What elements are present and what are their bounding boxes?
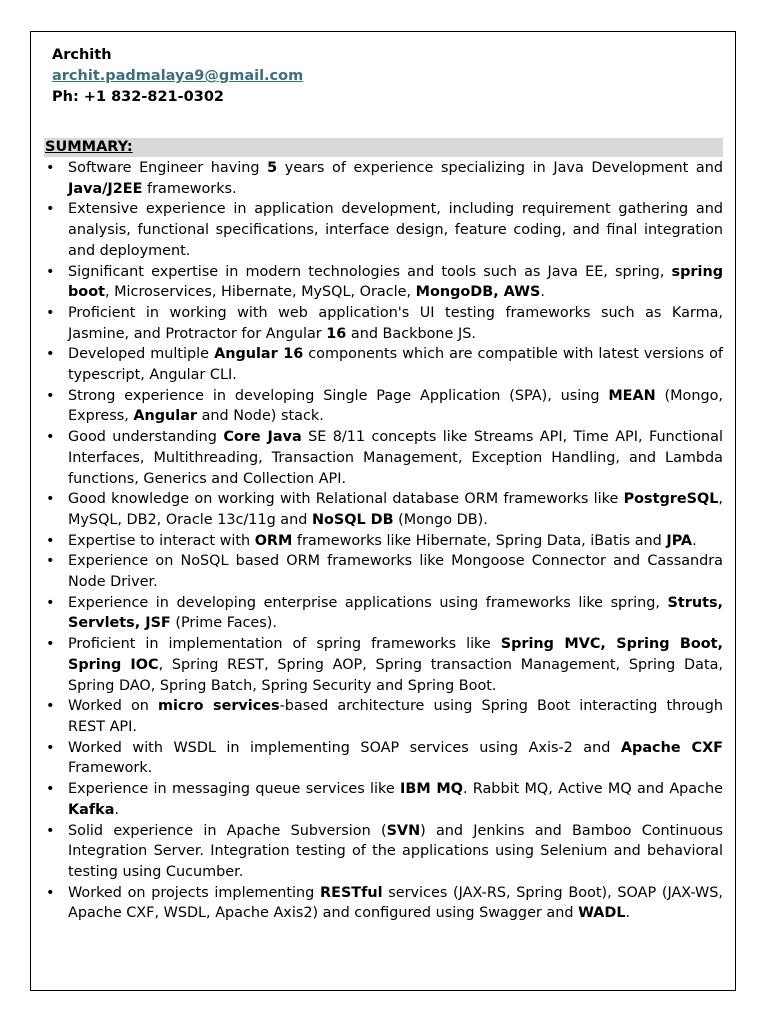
contact-header: [52, 45, 303, 108]
summary-item-text: -based architecture using Spring Boot interacting through REST API.: [68, 698, 723, 735]
summary-item: [44, 883, 723, 924]
summary-item-text: Proficient in implementation of spring frameworks like: [68, 636, 501, 653]
phone-number: Ph: +1 832-821-0302: [52, 89, 225, 105]
summary-item-bold-text: Angular: [133, 408, 198, 425]
summary-item-bold-text: 16: [326, 325, 347, 342]
summary-item-text: .: [692, 532, 697, 549]
summary-item: [44, 386, 723, 427]
summary-item-bold-text: SVN: [386, 822, 421, 839]
summary-item-bold-text: PostgreSQL: [623, 491, 719, 508]
summary-item-bold-text: Core Java: [223, 429, 302, 446]
summary-item-bold-text: WADL: [578, 905, 626, 922]
summary-item: [44, 262, 723, 303]
summary-item-bold-text: JPA: [666, 532, 693, 549]
summary-item-text: Proficient in working with web application's UI testing frameworks such as Karma, Jasmine, and Protractor for Angular: [68, 304, 723, 342]
summary-item-text: (Prime Faces).: [170, 615, 277, 632]
summary-item: [44, 779, 723, 820]
summary-item: [44, 738, 723, 779]
summary-item: [44, 531, 723, 552]
candidate-name: Archith: [52, 47, 112, 63]
summary-item-bold-text: Spring MVC, Spring Boot, Spring IOC: [68, 636, 723, 673]
summary-item-text: SE 8/11 concepts like Streams API, Time API, Functional Interfaces, Multithreading, Transaction Management, Exception Handling, and Lambda functions, Generics and Collection API.: [68, 429, 723, 487]
summary-item-text: Expertise to interact with: [68, 532, 255, 549]
summary-item-text: Worked with WSDL in implementing SOAP services using Axis-2 and: [68, 739, 621, 756]
summary-item-bold-text: NoSQL DB: [311, 511, 394, 528]
summary-item-text: Solid experience in Apache Subversion (: [68, 822, 387, 839]
summary-item-bold-text: Java/J2EE: [68, 180, 143, 197]
summary-item-text: , Spring REST, Spring AOP, Spring transaction Management, Spring Data, Spring DAO, Spring Batch, Spring Security and Spring Boot.: [68, 656, 723, 694]
summary-item-text: (Mongo DB).: [393, 511, 488, 528]
summary-item-text: and Node) stack.: [197, 408, 324, 425]
summary-item: [44, 634, 723, 696]
summary-item-text: Extensive experience in application development, including requirement gathering and analysis, functional specifications, interface design, feature coding, and final integration and deployment.: [68, 201, 723, 259]
summary-item-bold-text: IBM MQ: [400, 781, 463, 798]
summary-item: [44, 593, 723, 634]
summary-item: [44, 199, 723, 261]
summary-item-bold-text: MongoDB, AWS: [415, 284, 541, 301]
summary-item-text: , MySQL, DB2, Oracle 13c/11g and: [68, 491, 723, 528]
summary-item-text: Worked on projects implementing: [68, 884, 321, 901]
summary-item: [44, 158, 723, 199]
summary-item-text: , Microservices, Hibernate, MySQL, Oracle,: [104, 284, 416, 301]
summary-item-text: Experience on NoSQL based ORM frameworks like Mongoose Connector and Cassandra Node Driver.: [68, 553, 723, 591]
summary-item-text: . Rabbit MQ, Active MQ and Apache: [462, 781, 723, 798]
summary-item-text: years of experience specializing in Java Development and: [277, 160, 723, 176]
summary-item-bold-text: spring boot: [68, 263, 723, 301]
summary-item-text: Software Engineer having: [68, 160, 268, 176]
summary-item-bold-text: Kafka: [68, 801, 115, 818]
summary-item-text: ) and Jenkins and Bamboo Continuous Integration Server. Integration testing of the applications using Selenium and behavioral testing using Cucumber.: [68, 822, 723, 880]
summary-item-text: Significant expertise in modern technologies and tools such as Java EE, spring,: [68, 263, 672, 280]
summary-item-bold-text: Apache CXF: [620, 739, 724, 756]
summary-item-text: Framework.: [68, 760, 153, 777]
summary-item: [44, 427, 723, 489]
summary-item-bold-text: Angular 16: [214, 346, 304, 363]
summary-item-bold-text: micro services: [158, 698, 280, 715]
summary-item-bold-text: ORM: [254, 532, 293, 549]
summary-item: [44, 489, 723, 530]
summary-item-text: Experience in developing enterprise applications using frameworks like spring,: [68, 594, 668, 611]
summary-item-text: .: [625, 905, 631, 922]
summary-item: [44, 303, 723, 344]
summary-item-bold-text: MEAN: [608, 387, 656, 404]
summary-item-bold-text: 5: [267, 160, 278, 176]
email-link[interactable]: archit.padmalaya9@gmail.com: [52, 68, 304, 84]
summary-item-text: and Backbone JS.: [346, 325, 476, 342]
summary-item-text: services (JAX-RS, Spring Boot), SOAP (JAX-WS, Apache CXF, WSDL, Apache Axis2) and configured using Swagger and: [68, 884, 723, 922]
summary-item-text: frameworks.: [142, 180, 237, 197]
summary-item: [44, 696, 723, 737]
summary-item-text: Experience in messaging queue services like: [68, 781, 400, 798]
summary-item-text: components which are compatible with latest versions of typescript, Angular CLI.: [68, 346, 723, 384]
summary-item: [44, 344, 723, 385]
summary-item: [44, 551, 723, 592]
summary-item-text: (Mongo, Express,: [68, 387, 723, 425]
summary-item-text: Good knowledge on working with Relational database ORM frameworks like: [68, 491, 624, 508]
summary-item-bold-text: RESTful: [320, 884, 383, 901]
summary-list: [44, 158, 723, 924]
summary-heading: SUMMARY:: [44, 138, 723, 157]
summary-item-text: .: [114, 801, 119, 818]
summary-item-text: .: [540, 284, 545, 301]
summary-item: [44, 821, 723, 883]
summary-item-text: Good understanding: [68, 429, 224, 446]
summary-item-text: Worked on: [68, 698, 159, 715]
summary-item-text: Developed multiple: [68, 346, 215, 363]
summary-item-text: frameworks like Hibernate, Spring Data, iBatis and: [292, 532, 667, 549]
summary-item-bold-text: Struts, Servlets, JSF: [68, 594, 723, 632]
summary-item-text: Strong experience in developing Single Page Application (SPA), using: [68, 387, 609, 404]
